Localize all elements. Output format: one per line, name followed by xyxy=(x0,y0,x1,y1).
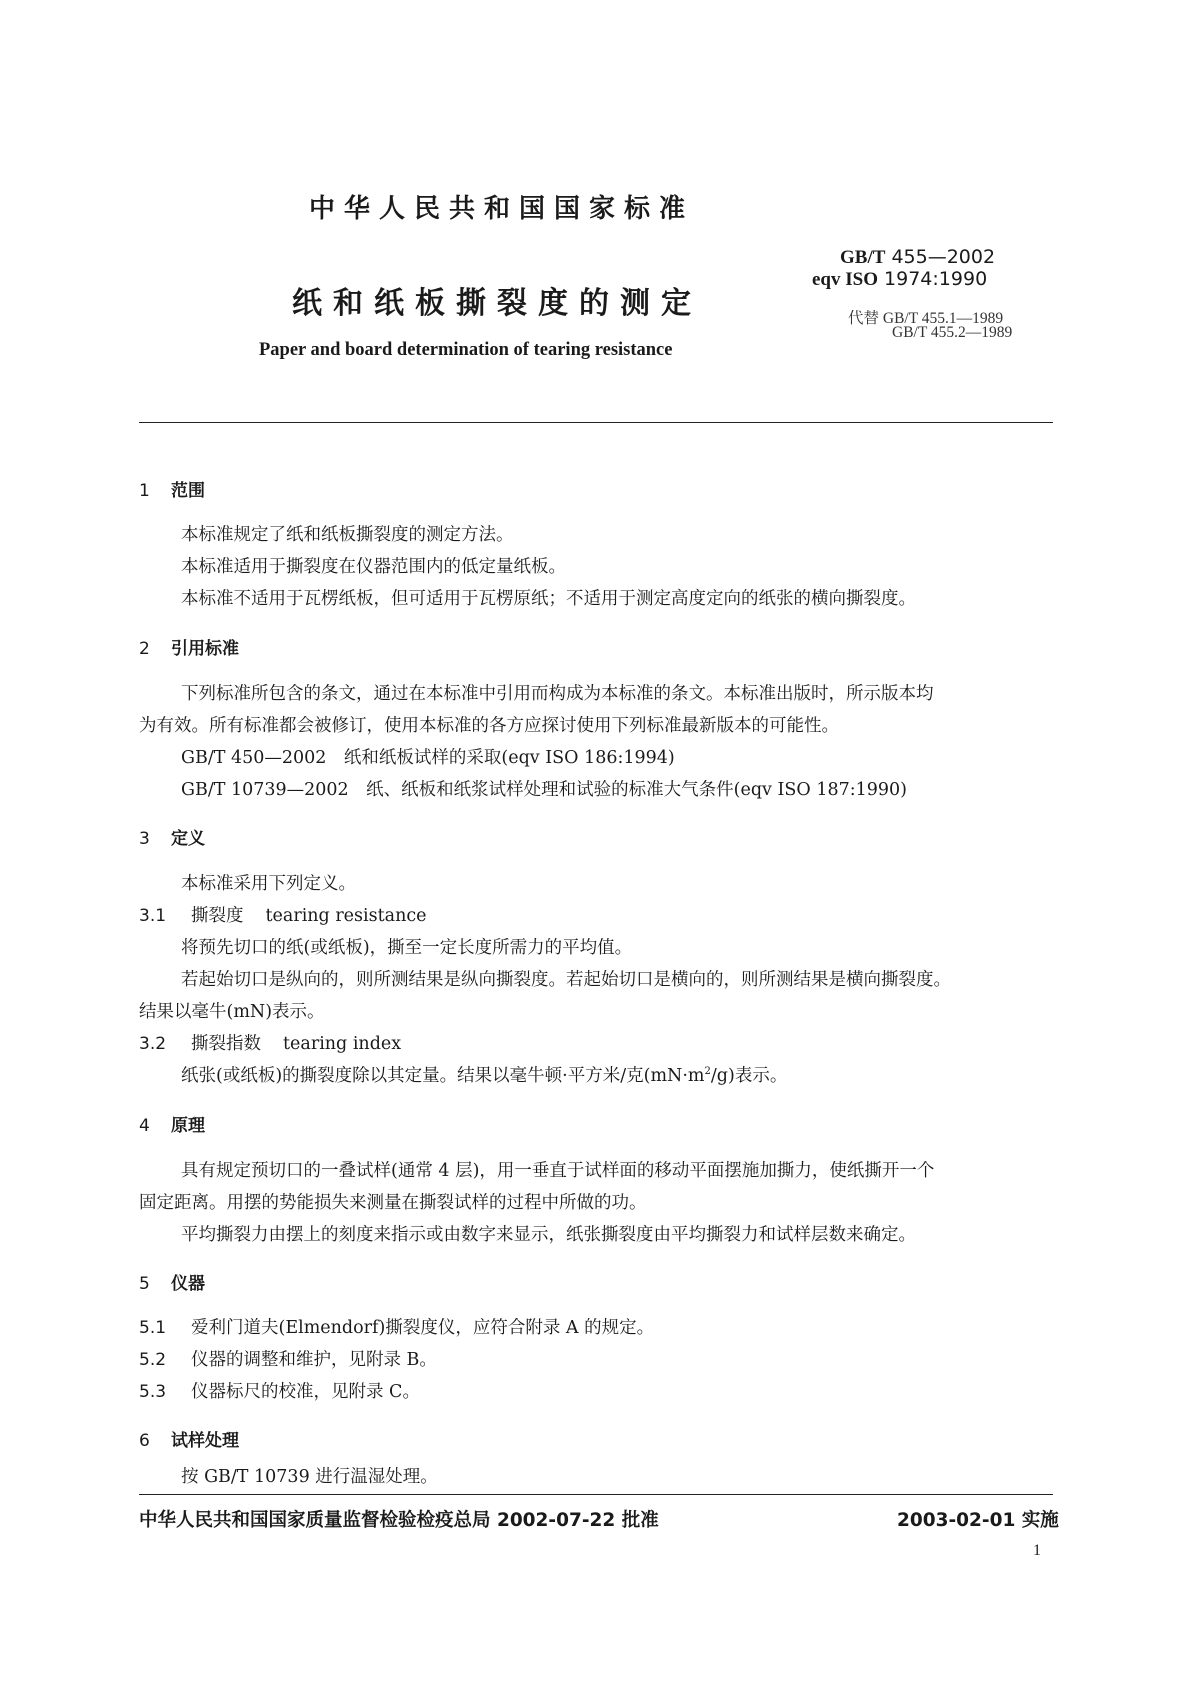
definition-3-2 xyxy=(139,1030,401,1055)
term-zh: 撕裂度 xyxy=(191,906,244,926)
national-standard-title: 中华人民共和国国家标准 xyxy=(309,194,695,224)
section-5-heading xyxy=(139,1269,205,1294)
paragraph: 将预先切口的纸(或纸板)，撕至一定长度所需力的平均值。 xyxy=(181,938,633,958)
paragraph: 平均撕裂力由摆上的刻度来指示或由数字来显示，纸张撕裂度由平均撕裂力和试样层数来确定。 xyxy=(181,1225,916,1245)
implementation-date: 2003-02-01 实施 xyxy=(897,1510,1059,1531)
paragraph: 若起始切口是纵向的，则所测结果是纵向撕裂度。若起始切口是横向的，则所测结果是横向撕裂度。 xyxy=(181,970,951,990)
document-title: 纸和纸板撕裂度的测定 xyxy=(292,286,702,321)
header-divider xyxy=(139,422,1053,423)
paragraph: 本标准适用于撕裂度在仪器范围内的低定量纸板。 xyxy=(181,557,566,577)
clause-text: 仪器标尺的校准，见附录 C。 xyxy=(191,1382,420,1402)
clause-number: 5.1 xyxy=(139,1318,167,1338)
standard-code: 455—2002 xyxy=(891,246,996,268)
equivalent-code: 1974:1990 xyxy=(884,268,988,290)
text-part: /g)表示。 xyxy=(710,1066,788,1086)
clause-number: 5.3 xyxy=(139,1382,167,1402)
section-title: 范围 xyxy=(171,481,205,501)
section-number: 1 xyxy=(139,481,150,501)
section-number: 3 xyxy=(139,829,150,849)
paragraph: 下列标准所包含的条文，通过在本标准中引用而构成为本标准的条文。本标准出版时，所示版本均 xyxy=(181,684,934,704)
clause-number: 3.1 xyxy=(139,906,167,926)
section-number: 4 xyxy=(139,1116,150,1136)
section-title: 原理 xyxy=(171,1116,205,1136)
standard-prefix: GB/T xyxy=(840,247,886,268)
paragraph: 按 GB/T 10739 进行温湿处理。 xyxy=(181,1467,438,1487)
term-en: tearing resistance xyxy=(265,906,427,926)
replaces-line-2: GB/T 455.2—1989 xyxy=(892,324,1013,341)
section-2-heading xyxy=(139,634,239,659)
section-title: 引用标准 xyxy=(171,639,239,659)
text-part: 纸张(或纸板)的撕裂度除以其定量。结果以毫牛顿·平方米/克(mN·m xyxy=(181,1066,705,1086)
paragraph-continuation: 为有效。所有标准都会被修订，使用本标准的各方应探讨使用下列标准最新版本的可能性。 xyxy=(139,716,839,736)
section-1-heading xyxy=(139,476,205,501)
clause-number: 3.2 xyxy=(139,1034,167,1054)
standard-number xyxy=(840,246,995,269)
definition-3-1 xyxy=(139,902,427,927)
footer-divider xyxy=(139,1494,1053,1495)
section-number: 2 xyxy=(139,639,150,659)
paragraph-continuation: 固定距离。用摆的势能损失来测量在撕裂试样的过程中所做的功。 xyxy=(139,1193,647,1213)
clause-5-2 xyxy=(139,1346,437,1371)
section-title: 定义 xyxy=(171,829,205,849)
paragraph: 具有规定预切口的一叠试样(通常 4 层)，用一垂直于试样面的移动平面摆施加撕力，使纸撕开一个 xyxy=(181,1161,935,1181)
paragraph xyxy=(181,1062,787,1087)
section-number: 5 xyxy=(139,1274,150,1294)
replaces-line-1: 代替 GB/T 455.1—1989 xyxy=(848,310,1004,327)
clause-text: 仪器的调整和维护，见附录 B。 xyxy=(191,1350,437,1370)
clause-text: 爱利门道夫(Elmendorf)撕裂度仪，应符合附录 A 的规定。 xyxy=(191,1318,655,1338)
section-title: 试样处理 xyxy=(171,1431,239,1451)
superscript: 2 xyxy=(704,1066,711,1078)
paragraph-continuation: 结果以毫牛(mN)表示。 xyxy=(139,1002,325,1022)
paragraph: 本标准不适用于瓦楞纸板，但可适用于瓦楞原纸；不适用于测定高度定向的纸张的横向撕裂度。 xyxy=(181,589,916,609)
paragraph: 本标准采用下列定义。 xyxy=(181,874,356,894)
english-title: Paper and board determination of tearing resistance xyxy=(259,340,673,360)
term-zh: 撕裂指数 xyxy=(191,1034,261,1054)
section-6-heading xyxy=(139,1426,239,1451)
section-title: 仪器 xyxy=(171,1274,205,1294)
page-number: 1 xyxy=(1033,1542,1041,1559)
equivalent-standard xyxy=(812,268,987,291)
normative-reference: GB/T 10739—2002 纸、纸板和纸浆试样处理和试验的标准大气条件(eqv ISO 187:1990) xyxy=(181,780,907,800)
term-en: tearing index xyxy=(283,1034,402,1054)
clause-5-1 xyxy=(139,1314,654,1339)
section-4-heading xyxy=(139,1111,205,1136)
section-3-heading xyxy=(139,824,205,849)
normative-reference: GB/T 450—2002 纸和纸板试样的采取(eqv ISO 186:1994) xyxy=(181,748,675,768)
approval-issuer: 中华人民共和国国家质量监督检验检疫总局 2002-07-22 批准 xyxy=(139,1510,659,1531)
equivalent-prefix: eqv ISO xyxy=(812,269,878,290)
section-number: 6 xyxy=(139,1431,150,1451)
clause-5-3 xyxy=(139,1378,420,1403)
paragraph: 本标准规定了纸和纸板撕裂度的测定方法。 xyxy=(181,525,514,545)
clause-number: 5.2 xyxy=(139,1350,167,1370)
